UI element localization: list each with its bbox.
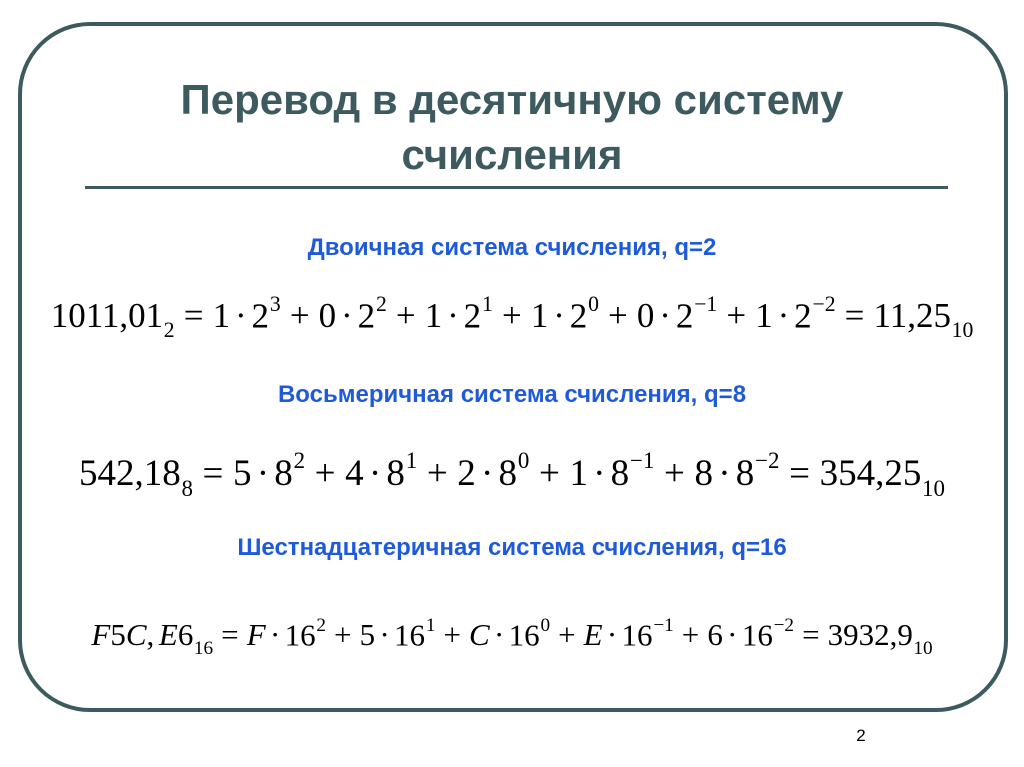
title-divider xyxy=(85,186,948,189)
eq-superscript: 3 xyxy=(269,292,281,316)
eq-term: $3932,9_{10}$ xyxy=(827,617,933,660)
eq-term: $16^0$ xyxy=(508,615,551,653)
eq-subscript: 2 xyxy=(163,318,175,343)
eq-term: 8 xyxy=(694,453,714,495)
plus-sign: + xyxy=(664,453,685,495)
eq-term: 1 xyxy=(424,296,443,336)
plus-sign: + xyxy=(558,617,576,653)
binary-heading: Двоичная система счисления, q=2 xyxy=(307,234,717,261)
eq-superscript: 0 xyxy=(588,292,599,316)
plus-sign: + xyxy=(395,296,416,336)
equals-sign: = xyxy=(789,453,810,495)
eq-term: $2^1$ xyxy=(463,292,493,336)
eq-term: $6_{16}$ xyxy=(177,617,214,660)
eq-superscript: 2 xyxy=(293,448,306,473)
eq-term: $8^{-1}$ xyxy=(610,448,655,495)
eq-term: 5 xyxy=(110,617,126,653)
octal-equation xyxy=(32,433,992,501)
multiply-dot: · xyxy=(234,296,247,336)
equals-sign: = xyxy=(202,453,224,495)
eq-term: 0 xyxy=(636,296,655,336)
eq-term: $8^{-2}$ xyxy=(735,448,780,495)
multiply-dot: · xyxy=(593,453,606,495)
eq-term: $8^1$ xyxy=(386,448,418,495)
eq-term: F xyxy=(91,617,111,653)
eq-superscript: 0 xyxy=(517,448,530,473)
eq-term: $11,25_{10}$ xyxy=(873,296,974,343)
eq-superscript: 2 xyxy=(316,615,326,636)
plus-sign: + xyxy=(314,453,336,495)
eq-term: $2^{-2}$ xyxy=(794,292,836,336)
eq-term: C xyxy=(469,617,490,653)
slide-title-line-1: Перевод в десятичную систему xyxy=(180,76,844,123)
eq-subscript: 8 xyxy=(181,475,193,501)
plus-sign: + xyxy=(426,453,448,495)
eq-term: $354,25_{10}$ xyxy=(819,453,945,501)
plus-sign: + xyxy=(608,296,628,336)
eq-term: 1 xyxy=(530,296,549,336)
multiply-dot: · xyxy=(447,296,459,336)
eq-term: 1 xyxy=(569,453,588,495)
hexadecimal-equation xyxy=(32,598,992,660)
multiply-dot: · xyxy=(494,617,505,653)
eq-term: 2 xyxy=(457,453,476,495)
eq-term: $16^{-1}$ xyxy=(621,615,674,653)
eq-term: $2^2$ xyxy=(357,292,387,336)
eq-term: 6 xyxy=(707,617,723,653)
plus-sign: + xyxy=(726,296,747,336)
eq-term: $8^2$ xyxy=(274,448,306,495)
multiply-dot: · xyxy=(379,617,390,653)
eq-term: $2^0$ xyxy=(569,292,599,336)
eq-term: $542,18_8$ xyxy=(79,453,193,501)
eq-term: $16^{-2}$ xyxy=(741,615,795,653)
multiply-dot: · xyxy=(727,617,738,653)
equals-sign: = xyxy=(802,617,820,653)
eq-term: $16^1$ xyxy=(394,615,436,653)
eq-term: $2^{-1}$ xyxy=(675,292,718,336)
eq-term: 1 xyxy=(755,296,773,336)
eq-superscript: 0 xyxy=(540,615,551,636)
eq-term: $8^0$ xyxy=(498,448,530,495)
eq-superscript: 1 xyxy=(405,448,418,473)
eq-subscript: 10 xyxy=(922,475,945,501)
hexadecimal-heading: Шестнадцатеричная система счисления, q=16 xyxy=(237,534,787,561)
plus-sign: + xyxy=(334,617,352,653)
eq-superscript: −1 xyxy=(630,448,655,473)
plus-sign: + xyxy=(538,453,560,495)
eq-subscript: 16 xyxy=(193,638,214,660)
eq-term: $16^2$ xyxy=(284,615,326,653)
eq-term: $2^3$ xyxy=(251,292,281,336)
plus-sign: + xyxy=(289,296,310,336)
plus-sign: + xyxy=(681,617,700,653)
eq-term: $1011,01_2$ xyxy=(50,296,175,343)
eq-term: 0 xyxy=(318,296,337,336)
eq-subscript: 10 xyxy=(913,638,933,660)
eq-term: 5 xyxy=(359,617,376,653)
eq-superscript: 1 xyxy=(425,615,436,636)
eq-superscript: −2 xyxy=(755,448,780,473)
octal-heading: Восьмеричная система счисления, q=8 xyxy=(277,381,747,408)
binary-equation xyxy=(32,276,992,343)
eq-subscript: 10 xyxy=(951,318,974,343)
multiply-dot: · xyxy=(777,296,790,336)
equals-sign: = xyxy=(183,296,204,336)
slide-title-line-2: счисления xyxy=(401,131,623,178)
eq-superscript: −2 xyxy=(773,615,795,636)
eq-superscript: 1 xyxy=(482,292,493,316)
equals-sign: = xyxy=(844,296,865,336)
eq-term: E xyxy=(158,617,178,653)
eq-term: 1 xyxy=(212,296,231,336)
eq-term: E xyxy=(583,617,603,653)
eq-superscript: −1 xyxy=(653,615,674,636)
multiply-dot: · xyxy=(368,453,382,495)
plus-sign: + xyxy=(501,296,522,336)
multiply-dot: · xyxy=(269,617,281,653)
multiply-dot: · xyxy=(256,453,270,495)
eq-term: C xyxy=(125,617,147,653)
eq-term: F xyxy=(246,617,266,653)
plus-sign: + xyxy=(443,617,461,653)
eq-superscript: −2 xyxy=(812,292,836,316)
eq-superscript: −1 xyxy=(694,292,718,316)
multiply-dot: · xyxy=(553,296,565,336)
page-number: 2 xyxy=(856,726,866,745)
eq-term: 4 xyxy=(345,453,364,495)
multiply-dot: · xyxy=(606,617,618,653)
eq-term: 5 xyxy=(233,453,252,495)
eq-comma: , xyxy=(146,617,155,653)
multiply-dot: · xyxy=(659,296,671,336)
eq-superscript: 2 xyxy=(375,292,387,316)
equals-sign: = xyxy=(221,617,239,653)
multiply-dot: · xyxy=(480,453,494,495)
multiply-dot: · xyxy=(718,453,731,495)
multiply-dot: · xyxy=(341,296,353,336)
